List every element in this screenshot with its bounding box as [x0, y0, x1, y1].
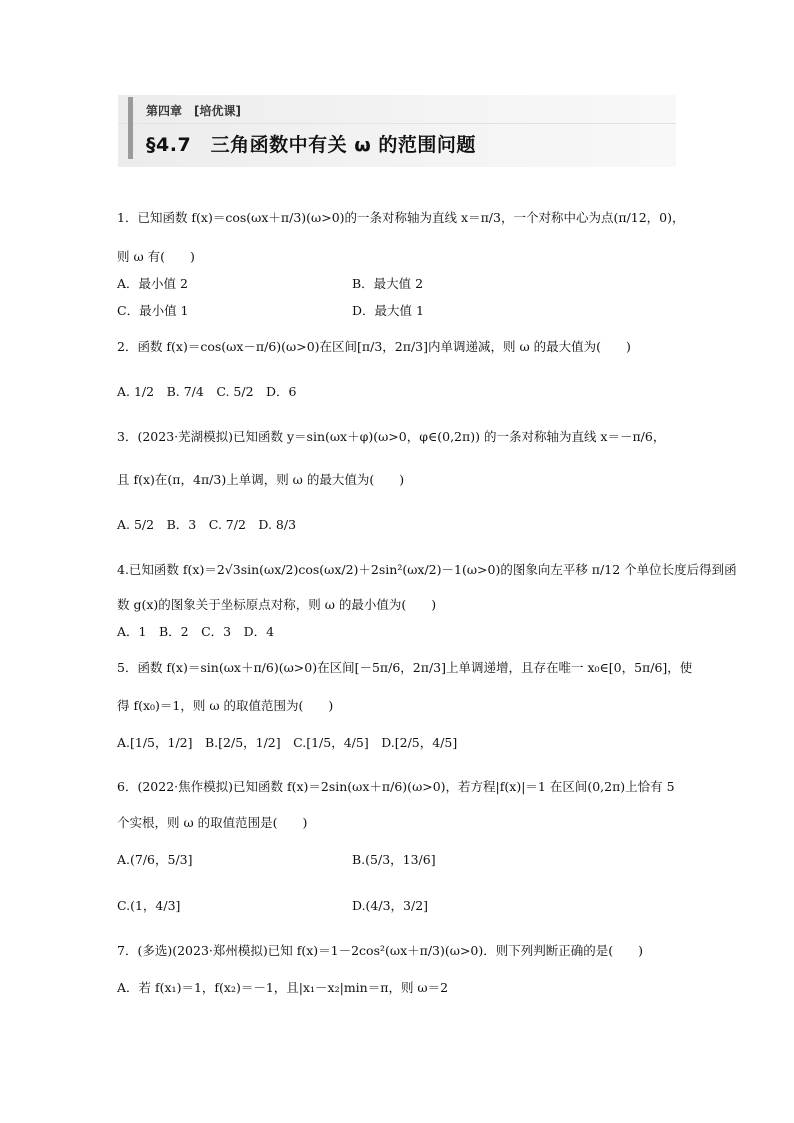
question-1-line-1: 1．已知函数 f(x)＝cos(ωx＋π/3)(ω>0)的一条对称轴为直线 x＝π/3，一个对称中心为点(π/12，0)，: [117, 210, 685, 225]
question-1-option-b: B．最大值 2: [352, 276, 424, 291]
question-6-line-2: 个实根，则 ω 的取值范围是( ): [117, 815, 308, 830]
question-2-options: A. 1/2 B. 7/4 C. 5/2 D．6: [117, 384, 297, 399]
question-6-option-c: C.(1，4/3]: [117, 898, 181, 913]
header-divider: [118, 123, 676, 124]
question-4-line-1: 4.已知函数 f(x)＝2√3sin(ωx/2)cos(ωx/2)＋2sin²(ωx/2)－1(ω>0)的图象向左平移 π/12 个单位长度后得到函: [117, 562, 737, 577]
question-6-option-d: D.(4/3，3/2]: [352, 898, 429, 913]
question-4-line-2: 数 g(x)的图象关于坐标原点对称，则 ω 的最小值为( ): [117, 597, 437, 612]
question-1-option-c: C．最小值 1: [117, 303, 189, 318]
chapter-label: 第四章 [培优课]: [146, 104, 241, 118]
question-5-line-1: 5．函数 f(x)＝sin(ωx＋π/6)(ω>0)在区间[－5π/6，2π/3]上单调递增，且存在唯一 x₀∈[0，5π/6]，使: [117, 660, 693, 675]
question-3-line-1: 3．(2023·芜湖模拟)已知函数 y＝sin(ωx＋φ)(ω>0，φ∈(0,2π)) 的一条对称轴为直线 x＝－π/6，: [117, 429, 666, 444]
question-5-options: A.[1/5，1/2] B.[2/5，1/2] C.[1/5，4/5] D.[2/5，4/5]: [117, 735, 458, 750]
question-1-option-d: D．最大值 1: [352, 303, 424, 318]
question-6-line-1: 6．(2022·焦作模拟)已知函数 f(x)＝2sin(ωx＋π/6)(ω>0)，若方程|f(x)|＝1 在区间(0,2π)上恰有 5: [117, 779, 675, 794]
header-accent-bar: [128, 97, 133, 159]
section-title: §4.7 三角函数中有关 ω 的范围问题: [146, 134, 476, 156]
question-3-line-2: 且 f(x)在(π，4π/3)上单调，则 ω 的最大值为( ): [117, 472, 405, 487]
question-6-option-a: A.(7/6，5/3]: [117, 852, 193, 867]
question-6-option-b: B.(5/3，13/6]: [352, 852, 436, 867]
question-4-options: A．1 B．2 C．3 D．4: [117, 624, 275, 639]
question-7-option-a: A．若 f(x₁)＝1，f(x₂)＝－1，且|x₁－x₂|min＝π，则 ω＝2: [117, 980, 449, 995]
question-1-line-2: 则 ω 有( ): [117, 249, 195, 264]
question-1-option-a: A．最小值 2: [117, 276, 188, 291]
question-7-line-1: 7．(多选)(2023·郑州模拟)已知 f(x)＝1－2cos²(ωx＋π/3)(ω>0)．则下列判断正确的是( ): [117, 943, 644, 958]
question-3-options: A. 5/2 B．3 C. 7/2 D. 8/3: [117, 517, 297, 532]
question-5-line-2: 得 f(x₀)＝1，则 ω 的取值范围为( ): [117, 698, 334, 713]
question-2-line-1: 2．函数 f(x)＝cos(ωx－π/6)(ω>0)在区间[π/3，2π/3]内单调递减，则 ω 的最大值为( ): [117, 339, 631, 354]
section-header: [118, 95, 676, 167]
